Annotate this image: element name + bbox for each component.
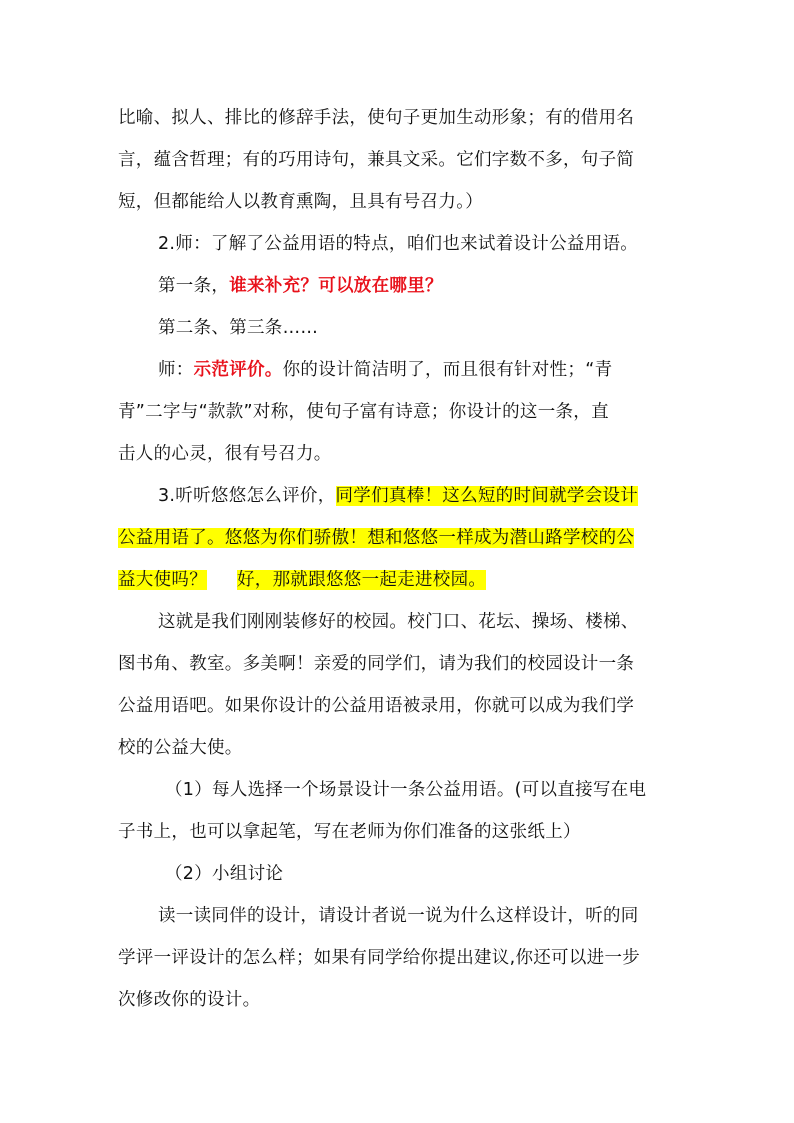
paragraph-8-line-2: 子书上，也可以拿起笔，写在老师为你们准备的这张纸上）	[118, 822, 581, 842]
paragraph-10-line-3: 次修改你的设计。	[118, 990, 261, 1010]
paragraph-9: （2）小组讨论	[165, 864, 284, 884]
paragraph-4: 第二条、第三条……	[158, 318, 319, 338]
paragraph-5-line-1	[158, 358, 612, 382]
paragraph-1-line-3: 短，但都能给人以教育熏陶，且具有号召力。）	[118, 192, 484, 212]
highlighted-text-2: 公益用语了。悠悠为你们骄傲！想和悠悠一样成为潜山路学校的公	[118, 528, 635, 548]
paragraph-5-line-3: 击人的心灵，很有号召力。	[118, 444, 332, 464]
paragraph-8-line-1: （1）每人选择一个场景设计一条公益用语。(可以直接写在电	[165, 780, 647, 800]
paragraph-6-line-3	[118, 568, 486, 592]
paragraph-3	[158, 274, 443, 298]
paragraph-5-rest: 你的设计简洁明了，而且很有针对性；“青	[282, 360, 613, 380]
highlighted-text-1: 同学们真棒！这么短的时间就学会设计	[335, 486, 639, 506]
paragraph-5-line-2: 青”二字与“款款”对称，使句子富有诗意；你设计的这一条，直	[118, 402, 609, 422]
paragraph-3-prefix: 第一条，	[158, 276, 230, 296]
paragraph-7-line-4: 校的公益大使。	[118, 738, 243, 758]
highlighted-text-3a: 益大使吗？	[118, 570, 207, 590]
paragraph-7-line-3: 公益用语吧。如果你设计的公益用语被录用，你就可以成为我们学	[118, 696, 635, 716]
paragraph-2: 2.师：了解了公益用语的特点，咱们也来试着设计公益用语。	[158, 234, 639, 254]
paragraph-10-line-1: 读一读同伴的设计，请设计者说一说为什么这样设计，听的同	[158, 906, 639, 926]
paragraph-7-line-1: 这就是我们刚刚装修好的校园。校门口、花坛、操场、楼梯、	[158, 612, 639, 632]
paragraph-10-line-2: 学评一评设计的怎么样；如果有同学给你提出建议,你还可以进一步	[118, 948, 641, 968]
paragraph-5-prefix: 师：	[158, 360, 194, 380]
paragraph-6-line-1	[158, 484, 638, 508]
red-emphasis-question: 谁来补充？可以放在哪里？	[229, 276, 443, 296]
paragraph-1-line-2: 言，蕴含哲理；有的巧用诗句，兼具文采。它们字数不多，句子简	[118, 150, 635, 170]
paragraph-6-prefix: 3.听听悠悠怎么评价，	[158, 486, 336, 506]
paragraph-6-line-2	[118, 526, 634, 550]
paragraph-7-line-2: 图书角、教室。多美啊！亲爱的同学们，请为我们的校园设计一条	[118, 654, 635, 674]
highlighted-text-3b: 好，那就跟悠悠一起走进校园。	[237, 570, 487, 590]
red-emphasis-demo: 示范评价。	[193, 360, 283, 380]
paragraph-1-line-1: 比喻、拟人、排比的修辞手法，使句子更加生动形象；有的借用名	[118, 108, 635, 128]
